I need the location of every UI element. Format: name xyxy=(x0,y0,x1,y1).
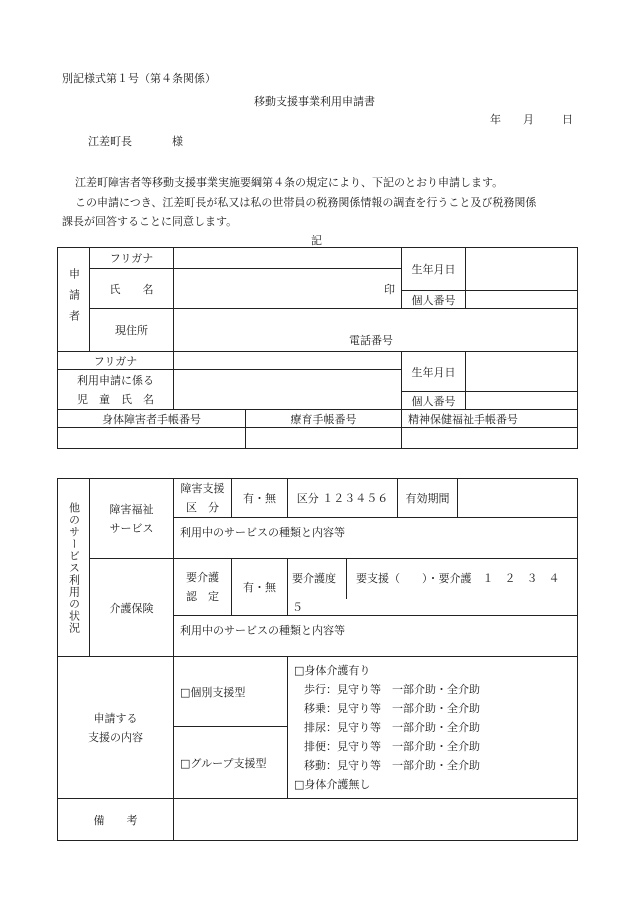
welfare-services-in-use[interactable]: 利用中のサービスの種類と内容等 xyxy=(174,518,578,559)
other-services-heading: 他のサービス利用の状況 xyxy=(58,479,90,657)
group-support-type[interactable]: □グループ支援型 xyxy=(174,727,288,799)
seal-mark: 印 xyxy=(384,282,396,296)
care-level-label: 要介護度 xyxy=(292,572,336,585)
movement-assist[interactable]: 移動：見守り等 一部介助・全介助 xyxy=(304,759,480,772)
validity-period-field[interactable] xyxy=(458,479,578,518)
declaration-paragraph-1: 江差町障害者等移動支援事業実施要綱第４条の規定により、下記のとおり申請します。 xyxy=(75,176,504,189)
child-birth-date-label: 生年月日 xyxy=(402,352,466,392)
services-table xyxy=(57,478,578,841)
form-title: 移動支援事業利用申請書 xyxy=(254,95,375,108)
date-year: 年 xyxy=(490,113,501,126)
furigana-field[interactable] xyxy=(174,248,402,269)
body-care-options[interactable] xyxy=(288,657,578,799)
addressee: 江差町長 xyxy=(88,135,132,148)
child-furigana-field[interactable] xyxy=(174,352,402,370)
child-furigana-label: フリガナ xyxy=(58,352,174,370)
personal-number-label: 個人番号 xyxy=(402,291,466,309)
applicant-section-label: 申請者 xyxy=(58,248,90,352)
individual-support-type[interactable]: □個別支援型 xyxy=(174,657,288,727)
personal-number-field[interactable] xyxy=(466,291,578,309)
address-field[interactable] xyxy=(174,309,578,352)
phone-label: 電話番号 xyxy=(349,334,393,347)
welfare-yes-no[interactable]: 有・無 xyxy=(232,479,288,518)
furigana-label: フリガナ xyxy=(90,248,174,269)
ryoiku-handbook-label: 療育手帳番号 xyxy=(246,410,402,428)
name-field[interactable] xyxy=(174,269,402,309)
care-yes-no[interactable]: 有・無 xyxy=(232,559,288,616)
date-day: 日 xyxy=(562,113,573,126)
child-name-label: 利用申請に係る 児 童 氏 名 xyxy=(58,370,174,410)
child-personal-number-label: 個人番号 xyxy=(402,392,466,410)
care-services-in-use[interactable]: 利用中のサービスの種類と内容等 xyxy=(174,616,578,657)
walking-assist[interactable]: 歩行：見守り等 一部介助・全介助 xyxy=(304,683,480,696)
child-personal-number-field[interactable] xyxy=(466,392,578,410)
mental-handbook-label: 精神保健福祉手帳番号 xyxy=(402,410,578,428)
validity-period-label: 有効期間 xyxy=(398,479,458,518)
defecation-assist[interactable]: 排便：見守り等 一部介助・全介助 xyxy=(304,740,480,753)
ryoiku-handbook-field[interactable] xyxy=(246,428,402,449)
welfare-service-label: 障害福祉 サービス xyxy=(90,479,174,559)
child-name-field[interactable] xyxy=(174,370,402,410)
support-content-label: 申請する 支援の内容 xyxy=(58,657,174,799)
birth-date-field[interactable] xyxy=(466,248,578,291)
applicant-table xyxy=(57,247,578,449)
body-care-yes[interactable]: □身体介護有り xyxy=(294,664,371,677)
support-category-label: 障害支援 区 分 xyxy=(174,479,232,518)
ki-label: 記 xyxy=(311,234,322,247)
consent-paragraph-line-1: この申請につき、江差町長が私又は私の世帯員の税務関係情報の調査を行うこと及び税務関係 xyxy=(75,196,537,209)
care-level-field[interactable] xyxy=(288,559,578,616)
body-care-no[interactable]: □身体介護無し xyxy=(294,778,371,791)
category-levels[interactable]: 区分 １２３４５６ xyxy=(288,479,398,518)
date-month: 月 xyxy=(523,113,534,126)
address-label: 現住所 xyxy=(90,309,174,352)
care-certification-label: 要介護 認 定 xyxy=(174,559,232,616)
urination-assist[interactable]: 排尿：見守り等 一部介助・全介助 xyxy=(304,721,480,734)
disability-handbook-label: 身体障害者手帳番号 xyxy=(58,410,246,428)
care-level-values: 要支援（ ）・要介護 １ ２ ３ ４ ５ xyxy=(292,572,571,614)
remarks-field[interactable] xyxy=(174,799,578,841)
consent-paragraph-line-2: 課長が回答することに同意します。 xyxy=(62,215,238,228)
remarks-label: 備 考 xyxy=(58,799,174,841)
mental-handbook-field[interactable] xyxy=(402,428,578,449)
birth-date-label: 生年月日 xyxy=(402,248,466,291)
care-insurance-label: 介護保険 xyxy=(90,559,174,657)
transfer-assist[interactable]: 移乗：見守り等 一部介助・全介助 xyxy=(304,702,480,715)
name-label: 氏 名 xyxy=(90,269,174,309)
disability-handbook-field[interactable] xyxy=(58,428,246,449)
addressee-suffix: 様 xyxy=(172,135,183,148)
child-birth-date-field[interactable] xyxy=(466,352,578,392)
form-number: 別記様式第１号（第４条関係） xyxy=(62,72,216,85)
